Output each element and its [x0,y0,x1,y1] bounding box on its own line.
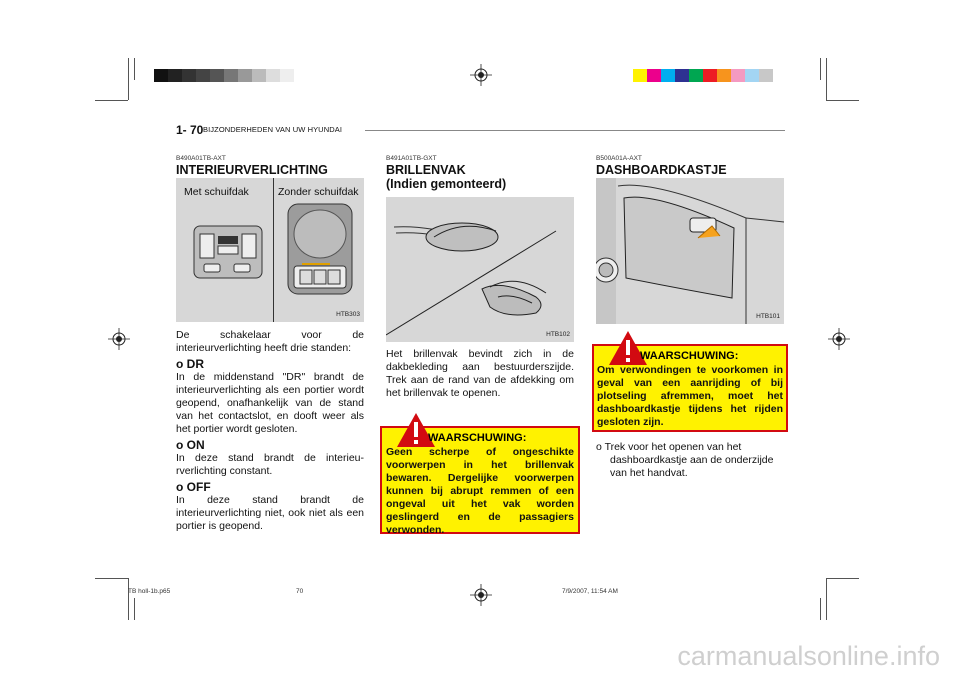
section-heading: BRILLENVAK [386,163,466,177]
color-swatch [182,69,196,82]
watermark: carmanualsonline.info [677,641,940,671]
figure-id: HTB102 [546,331,570,338]
figure-label-no-sunroof: Zonder schuifdak [278,186,359,198]
color-swatch [647,69,661,82]
col3-bullet: o Trek voor het openen van het dashboardkastje aan de onderzijde van het handvat. [596,441,774,479]
color-swatch [717,69,731,82]
item-title: o ON [176,438,205,452]
footer-datetime: 7/9/2007, 11:54 AM [562,588,618,595]
header-rule [365,130,785,131]
section-code: B490A01TB-AXT [176,155,226,162]
registration-mark-icon [828,328,850,350]
page-number: 1- 70 [176,123,204,137]
grayscale-calibration-bar [154,69,294,82]
color-swatch [280,69,294,82]
color-swatch [689,69,703,82]
footer-page: 70 [296,588,304,595]
figure-id: HTB303 [336,311,360,318]
figure-label-sunroof: Met schuifdak [184,186,249,198]
registration-mark-icon [470,584,492,606]
color-swatch [154,69,168,82]
item-title: o OFF [176,480,211,494]
color-swatch [633,69,647,82]
color-swatch [224,69,238,82]
glove-box-figure [596,178,784,324]
section-title: BIJZONDERHEDEN VAN UW HYUNDAI [203,125,343,134]
section-subheading: (Indien gemonteerd) [386,177,507,191]
warning-title: WAARSCHUWING: [640,350,739,362]
warning-box [380,426,580,534]
color-swatch [238,69,252,82]
color-swatch [703,69,717,82]
registration-mark-icon [108,328,130,350]
warning-text: Om verwondingen te voorkomen in geval van een aanrijding of bij plotseling afremmen, moet het dashboardkastje tijdens het rijden gesloten zijn. [597,364,783,428]
registration-mark-icon [470,64,492,86]
figure-id: HTB101 [756,313,780,320]
section-heading: DASHBOARDKASTJE [596,163,727,177]
glove-box-illustration [596,178,784,324]
item-text: In deze stand brandt de interieurverlichting niet, ook niet als een portier is geopend. [176,494,364,532]
section-heading: INTERIEURVERLICHTING [176,163,328,177]
sunglass-holder-illustration [386,197,574,342]
item-title: o DR [176,357,204,371]
color-swatch [168,69,182,82]
interior-light-illustration [176,178,364,322]
col1-body [176,329,364,533]
section-code: B500A01A-AXT [596,155,642,162]
col2-body: Het brillenvak bevindt zich in de dakbekleding aan bestuurderszijde. Trek aan de rand van de afdekking om het brillenvak te openen. [386,348,574,399]
color-swatch [252,69,266,82]
interior-light-figure [176,178,364,322]
col1-intro: De schakelaar voor de interieurverlichting heeft drie standen: [176,329,364,354]
color-swatch [675,69,689,82]
sunglass-holder-figure [386,197,574,342]
footer-file: TB holl-1b.p65 [128,588,171,595]
color-swatch [731,69,745,82]
item-text: In deze stand brandt de interieu- rverlichting constant. [176,452,364,477]
color-swatch [210,69,224,82]
color-swatch [745,69,759,82]
item-text: In de middenstand "DR" brandt de interieurverlichting als een portier wordt geopend, onafhankelijk van de stand van het contactslot, en dooft weer als het portier wordt gesloten. [176,371,364,435]
color-swatch [196,69,210,82]
warning-title: WAARSCHUWING: [428,432,527,444]
color-calibration-bar [633,69,773,82]
color-swatch [759,69,773,82]
warning-box [592,344,788,432]
color-swatch [266,69,280,82]
section-code: B491A01TB-GXT [386,155,437,162]
color-swatch [661,69,675,82]
warning-text: Geen scherpe of ongeschikte voorwerpen in het brillenvak bewaren. Dergelijke voorwerpen kunnen bij abrupt remmen of een ongeval uit het vak worden geslingerd en de passagiers verwonden. [386,446,574,536]
